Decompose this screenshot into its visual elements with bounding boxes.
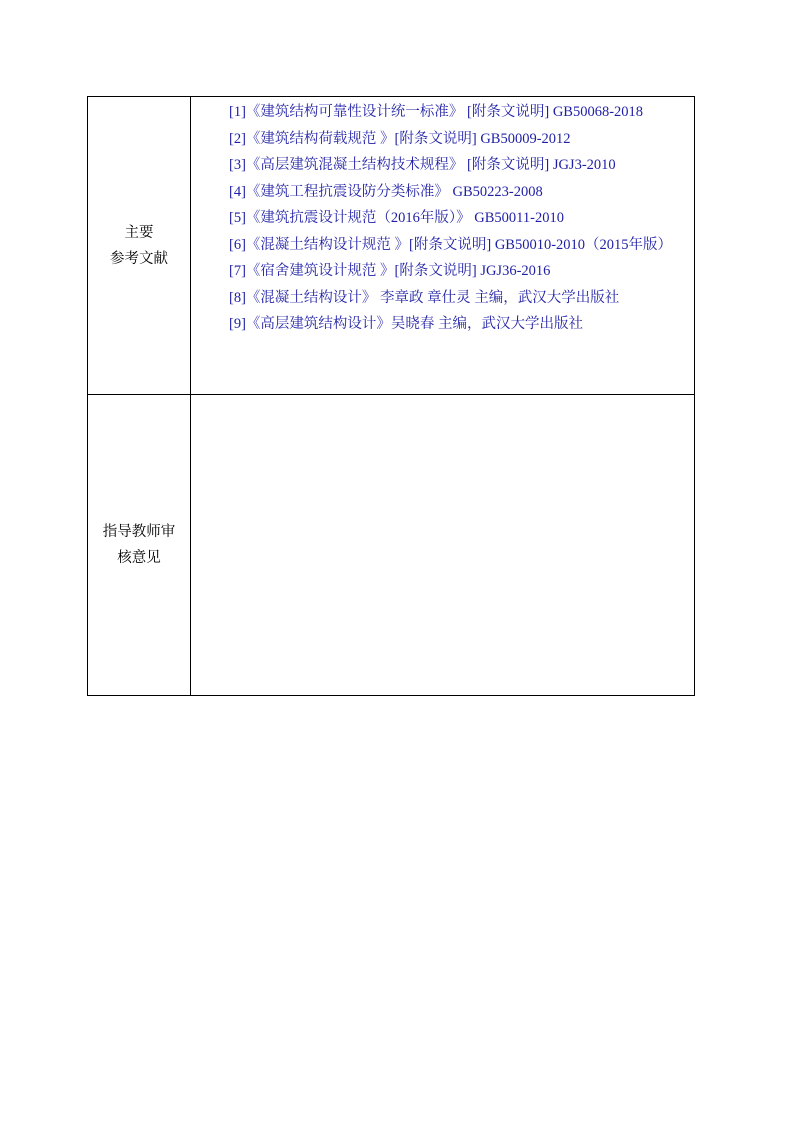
- review-label-cell: [88, 395, 191, 696]
- form-table: [87, 96, 695, 696]
- reference-item: [4]《建筑工程抗震设防分类标准》 GB50223-2008: [229, 183, 543, 200]
- reference-item: [5]《建筑抗震设计规范（2016年版）》 GB50011-2010: [229, 210, 564, 226]
- reference-item: [7]《宿舍建筑设计规范 》[附条文说明] JGJ36-2016: [229, 263, 551, 279]
- reference-item: [8]《混凝土结构设计》 李章政 章仕灵 主编，武汉大学出版社: [229, 289, 620, 306]
- reference-item: [6]《混凝土结构设计规范 》[附条文说明] GB50010-2010（2015年版）: [229, 236, 673, 253]
- references-row: [88, 97, 695, 395]
- reference-item: [3]《高层建筑混凝土结构技术规程》 [附条文说明] JGJ3-2010: [229, 157, 616, 173]
- reference-item: [1]《建筑结构可靠性设计统一标准》 [附条文说明] GB50068-2018: [229, 104, 644, 120]
- references-content-cell: [191, 97, 695, 395]
- references-label-line2: 参考文献: [110, 250, 168, 267]
- reference-list: [191, 97, 694, 338]
- review-label-line2: 核意见: [117, 550, 161, 566]
- review-label-line1: 指导教师审: [102, 524, 176, 540]
- reference-item: [2]《建筑结构荷载规范 》[附条文说明] GB50009-2012: [229, 130, 571, 147]
- reference-item: [9]《高层建筑结构设计》吴晓春 主编，武汉大学出版社: [229, 316, 584, 332]
- references-label-line1: 主要: [124, 224, 154, 241]
- review-content-cell[interactable]: [191, 395, 695, 696]
- references-label-cell: [88, 97, 191, 395]
- review-row: [88, 395, 695, 696]
